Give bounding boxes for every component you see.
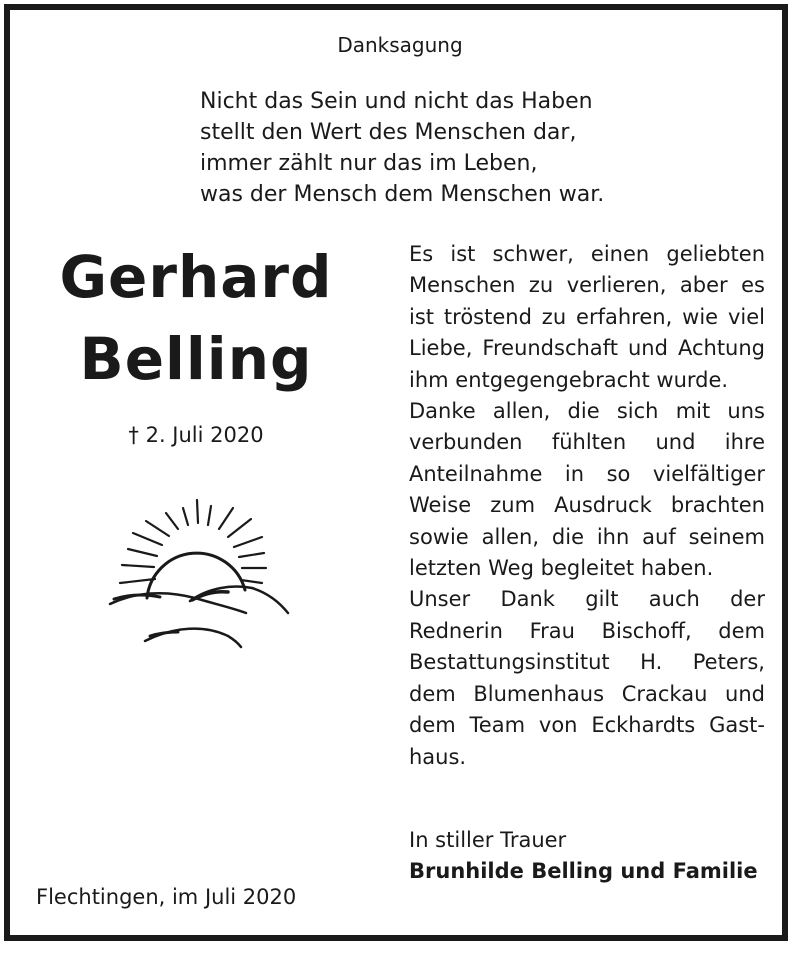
poem-line: Nicht das Sein und nicht das Haben [200, 89, 593, 114]
closing-signature [409, 825, 758, 887]
poem [200, 86, 604, 210]
notice-heading: Danksagung [337, 33, 463, 57]
message-paragraph: Danke allen, die sich mit uns verbunden fühlten und ihre Anteilnahme in so vielfältiger Weise zum Ausdruck brachten sowie allen, die ihn auf seinem letzten Weg begleitet haben. [409, 399, 765, 581]
closing-phrase: In stiller Trauer [409, 828, 567, 852]
message-paragraph: Unser Dank gilt auch der Rednerin Frau Bischoff, dem Bestattungsinstitut H. Peters, dem Blumenhaus Crackau und dem Team von Eckhardts Gasthaus. [409, 587, 765, 769]
poem-line: was der Mensch dem Menschen war. [200, 182, 605, 207]
death-date: † 2. Juli 2020 [128, 423, 264, 447]
message-paragraph: Es ist schwer, einen geliebten Menschen zu verlieren, aber es ist tröstend zu erfahren, wie viel Liebe, Freundschaft und Achtung ihm entgegengebracht wurde. [409, 242, 765, 392]
deceased-first-name: Gerhard [59, 243, 333, 311]
place-and-date: Flechtingen, im Juli 2020 [36, 885, 297, 909]
thanks-message [409, 239, 765, 773]
sunset-emblem-icon [100, 495, 295, 655]
deceased-last-name: Belling [79, 325, 313, 393]
family-signature: Brunhilde Belling und Familie [409, 859, 758, 883]
poem-line: stellt den Wert des Menschen dar, [200, 120, 577, 145]
poem-line: immer zählt nur das im Leben, [200, 151, 538, 176]
